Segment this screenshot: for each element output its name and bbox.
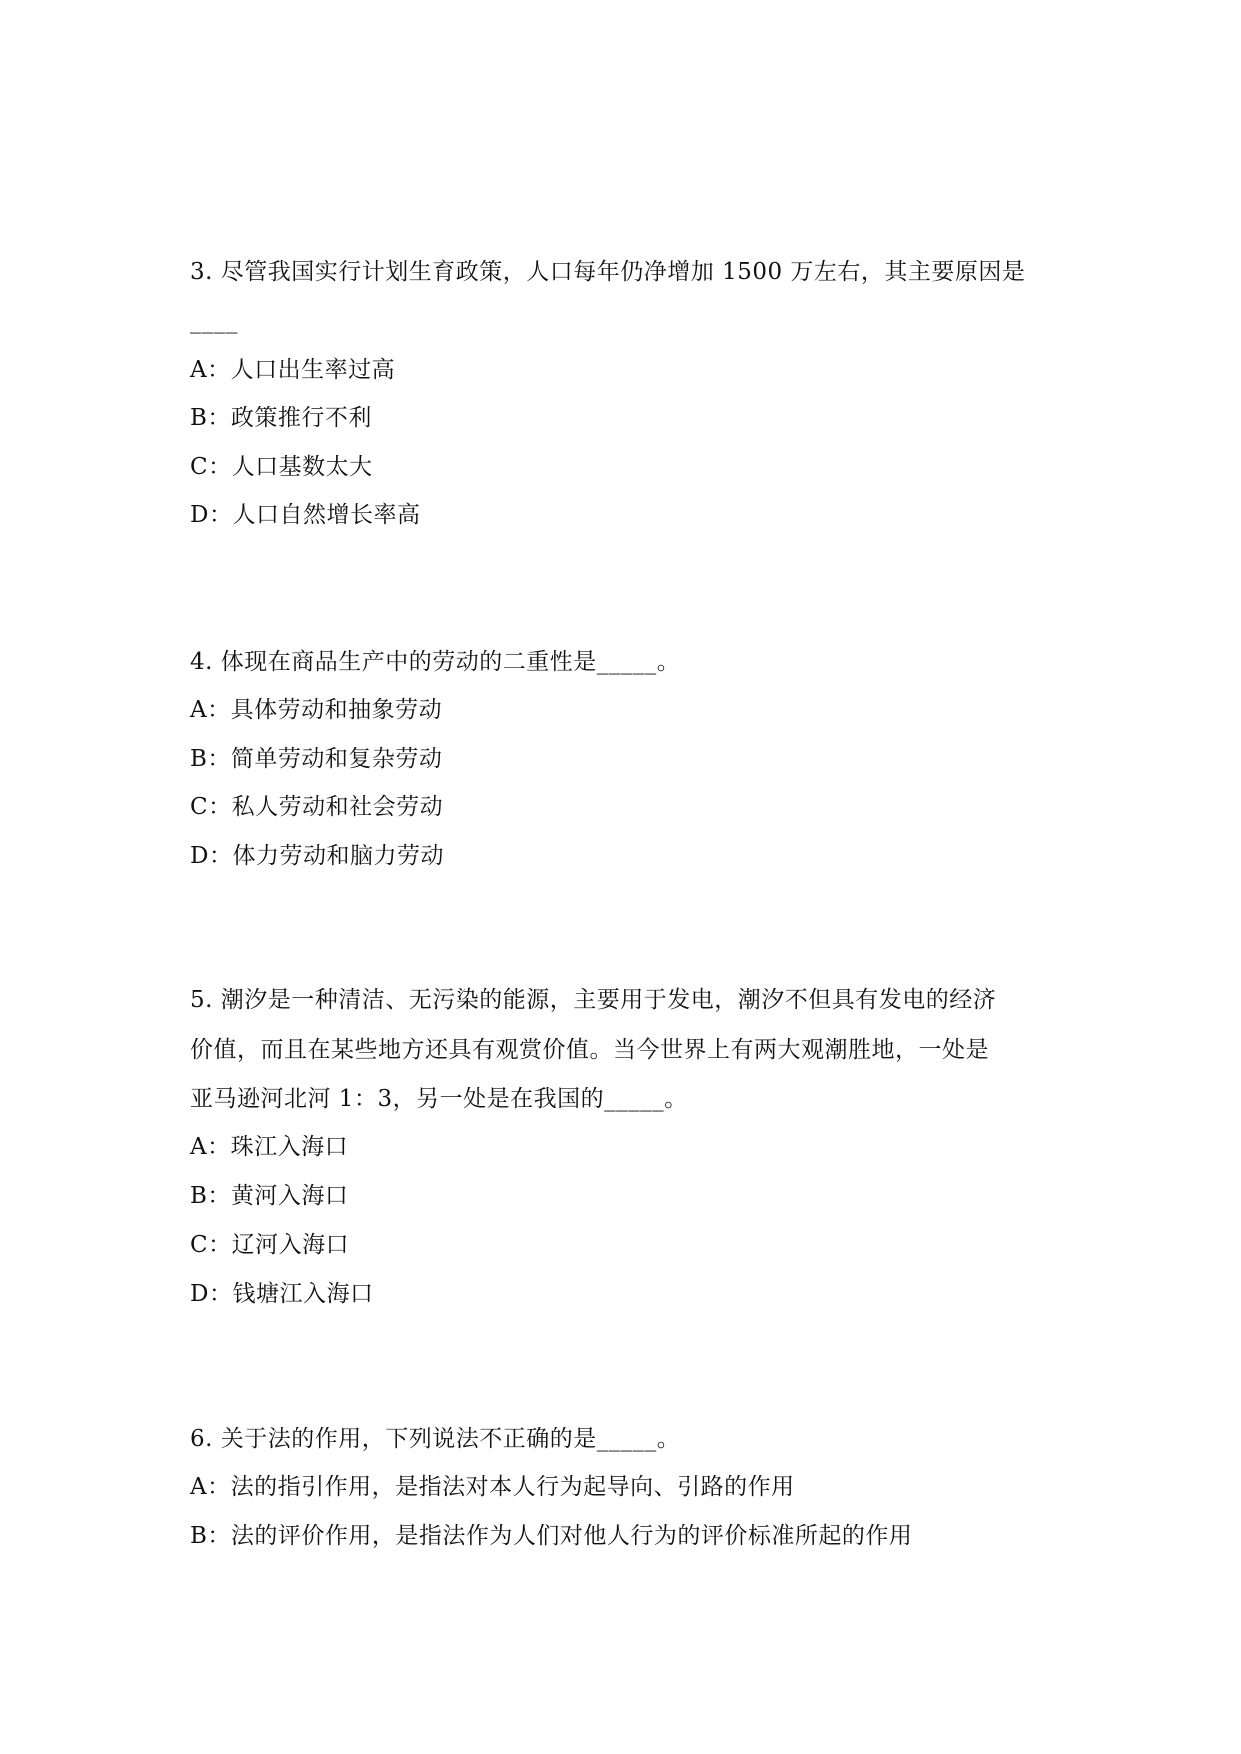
option-label: D：	[190, 843, 233, 869]
option-label: A：	[190, 1474, 231, 1500]
option-c	[190, 792, 443, 822]
question-stem-line: 6. 关于法的作用，下列说法不正确的是_____。	[190, 1426, 681, 1452]
option-text: 私人劳动和社会劳动	[231, 794, 444, 820]
option-text: 简单劳动和复杂劳动	[230, 746, 443, 772]
option-text: 法的指引作用，是指法对本人行为起导向、引路的作用	[230, 1474, 795, 1500]
option-b	[190, 744, 442, 774]
option-text: 黄河入海口	[230, 1183, 349, 1209]
option-text: 体力劳动和脑力劳动	[232, 843, 444, 869]
option-text: 钱塘江入海口	[232, 1281, 374, 1307]
option-a	[190, 355, 395, 385]
option-a	[190, 1472, 795, 1502]
option-d	[190, 1279, 373, 1309]
option-label: D：	[190, 502, 233, 528]
option-text: 具体劳动和抽象劳动	[230, 697, 443, 723]
question-stem-line: 亚马逊河北河 1：3，另一处是在我国的_____。	[190, 1086, 688, 1112]
option-label: D：	[190, 1281, 233, 1307]
option-label: B：	[190, 746, 231, 772]
option-d	[190, 841, 444, 871]
option-label: C：	[190, 454, 232, 480]
option-b	[190, 1521, 912, 1551]
option-text: 人口出生率过高	[230, 357, 396, 383]
answer-blank: ____	[190, 308, 238, 334]
question-stem-line: 5. 潮汐是一种清洁、无污染的能源，主要用于发电，潮汐不但具有发电的经济	[190, 987, 997, 1013]
option-label: B：	[190, 1523, 231, 1549]
option-text: 珠江入海口	[230, 1134, 349, 1160]
option-text: 人口自然增长率高	[232, 502, 421, 528]
option-b	[190, 403, 372, 433]
option-text: 政策推行不利	[230, 405, 372, 431]
option-label: A：	[190, 357, 231, 383]
option-label: B：	[190, 405, 231, 431]
option-c	[190, 1230, 349, 1260]
option-label: C：	[190, 794, 232, 820]
option-text: 辽河入海口	[231, 1232, 350, 1258]
option-label: B：	[190, 1183, 231, 1209]
option-a	[190, 1132, 348, 1162]
option-a	[190, 695, 442, 725]
option-b	[190, 1181, 348, 1211]
question-stem-line: 3. 尽管我国实行计划生育政策，人口每年仍净增加 1500 万左右，其主要原因是	[190, 259, 1026, 285]
option-text: 人口基数太大	[231, 454, 373, 480]
question-stem-line: 4. 体现在商品生产中的劳动的二重性是_____。	[190, 649, 681, 675]
option-text: 法的评价作用，是指法作为人们对他人行为的评价标准所起的作用	[230, 1523, 913, 1549]
option-c	[190, 452, 373, 482]
option-label: A：	[190, 1134, 231, 1160]
option-label: A：	[190, 697, 231, 723]
option-d	[190, 500, 420, 530]
option-label: C：	[190, 1232, 232, 1258]
question-stem-line: 价值，而且在某些地方还具有观赏价值。当今世界上有两大观潮胜地，一处是	[190, 1037, 989, 1063]
